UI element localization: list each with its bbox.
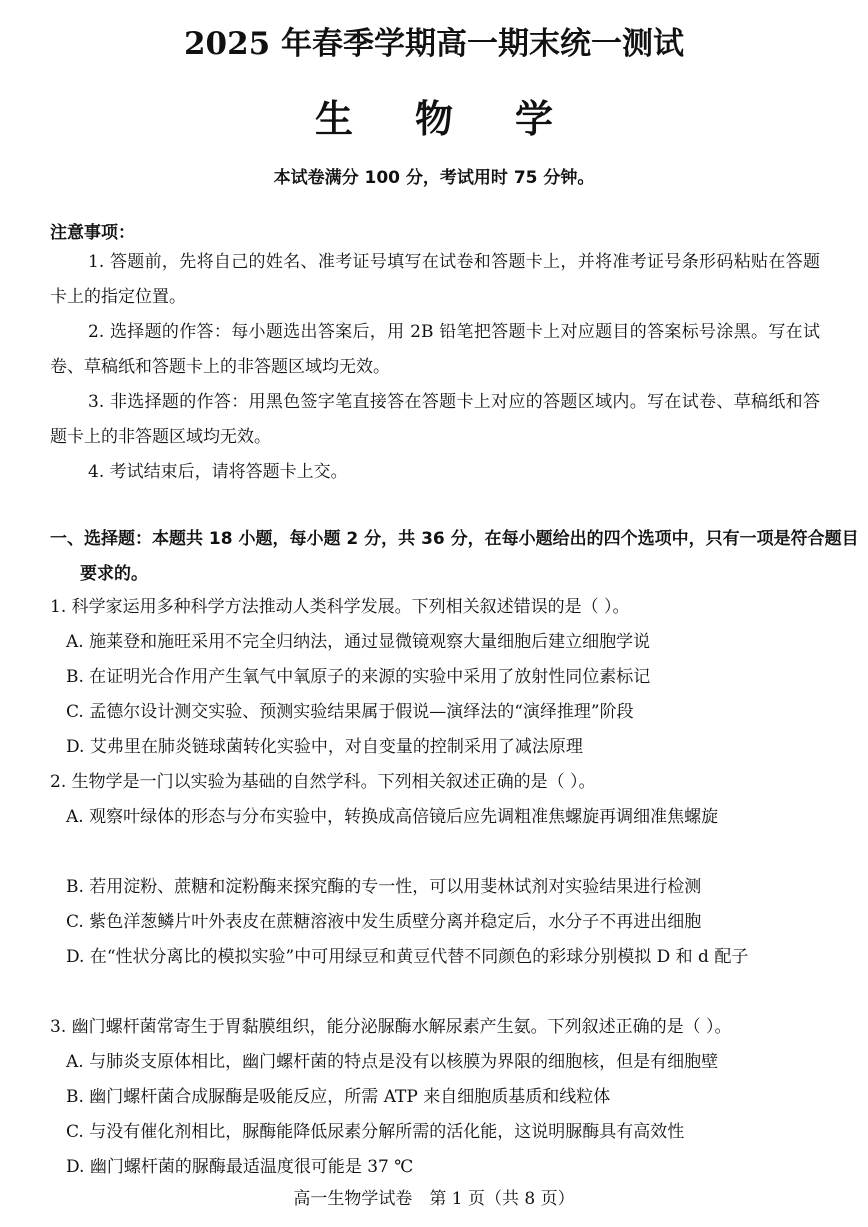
question-stem: 3. 幽门螺杆菌常寄生于胃黏膜组织，能分泌脲酶水解尿素产生氨。下列叙述正确的是（ ）。 (50, 1017, 732, 1037)
option-c: C. 紫色洋葱鳞片叶外表皮在蔗糖溶液中发生质壁分离并稳定后，水分子不再进出细胞 (66, 912, 702, 932)
option-d: D. 艾弗里在肺炎链球菌转化实验中，对自变量的控制采用了减法原理 (66, 737, 583, 757)
subject-title: 生物学 (314, 97, 615, 141)
option-d: D. 在“性状分离比的模拟实验”中可用绿豆和黄豆代替不同颜色的彩球分别模拟 D 和 d 配子 (66, 947, 749, 967)
exam-title: 2025 年春季学期高一期末统一测试 (183, 26, 685, 62)
option-c: C. 孟德尔设计测交实验、预测实验结果属于假说—演绎法的“演绎推理”阶段 (66, 702, 634, 722)
option-d: D. 幽门螺杆菌的脲酶最适温度很可能是 37 ℃ (66, 1157, 414, 1177)
option-b: B. 幽门螺杆菌合成脲酶是吸能反应，所需 ATP 来自细胞质基质和线粒体 (66, 1087, 611, 1107)
section-heading: 一、选择题：本题共 18 小题，每小题 2 分，共 36 分，在每小题给出的四个选项中，只有一项是符合题目要求的。 (50, 529, 859, 584)
question-stem: 1. 科学家运用多种科学方法推动人类科学发展。下列相关叙述错误的是（ ）。 (50, 597, 630, 617)
notice-item: 1. 答题前，先将自己的姓名、准考证号填写在试卷和答题卡上，并将准考证号条形码粘贴在答题卡上的指定位置。 (50, 252, 820, 307)
option-a: A. 施莱登和施旺采用不完全归纳法，通过显微镜观察大量细胞后建立细胞学说 (66, 632, 651, 652)
notice-item: 3. 非选择题的作答：用黑色签字笔直接答在答题卡上对应的答题区域内。写在试卷、草稿纸和答题卡上的非答题区域均无效。 (50, 392, 820, 447)
notice-item: 2. 选择题的作答：每小题选出答案后，用 2B 铅笔把答题卡上对应题目的答案标号涂黑。写在试卷、草稿纸和答题卡上的非答题区域均无效。 (50, 322, 820, 377)
question-stem: 2. 生物学是一门以实验为基础的自然学科。下列相关叙述正确的是（ ）。 (50, 772, 596, 792)
option-b: B. 在证明光合作用产生氧气中氧原子的来源的实验中采用了放射性同位素标记 (66, 667, 651, 687)
option-c: C. 与没有催化剂相比，脲酶能降低尿素分解所需的活化能，这说明脲酶具有高效性 (66, 1122, 685, 1142)
option-b: B. 若用淀粉、蔗糖和淀粉酶来探究酶的专一性，可以用斐林试剂对实验结果进行检测 (66, 877, 702, 897)
notice-item: 4. 考试结束后，请将答题卡上交。 (88, 462, 348, 482)
exam-info: 本试卷满分 100 分，考试用时 75 分钟。 (273, 168, 595, 188)
page-footer: 高一生物学试卷 第 1 页（共 8 页） (293, 1189, 575, 1209)
notice-heading: 注意事项： (50, 223, 135, 243)
option-a: A. 观察叶绿体的形态与分布实验中，转换成高倍镜后应先调粗准焦螺旋再调细准焦螺旋 (66, 807, 719, 827)
option-a: A. 与肺炎支原体相比，幽门螺杆菌的特点是没有以核膜为界限的细胞核，但是有细胞壁 (66, 1052, 719, 1072)
